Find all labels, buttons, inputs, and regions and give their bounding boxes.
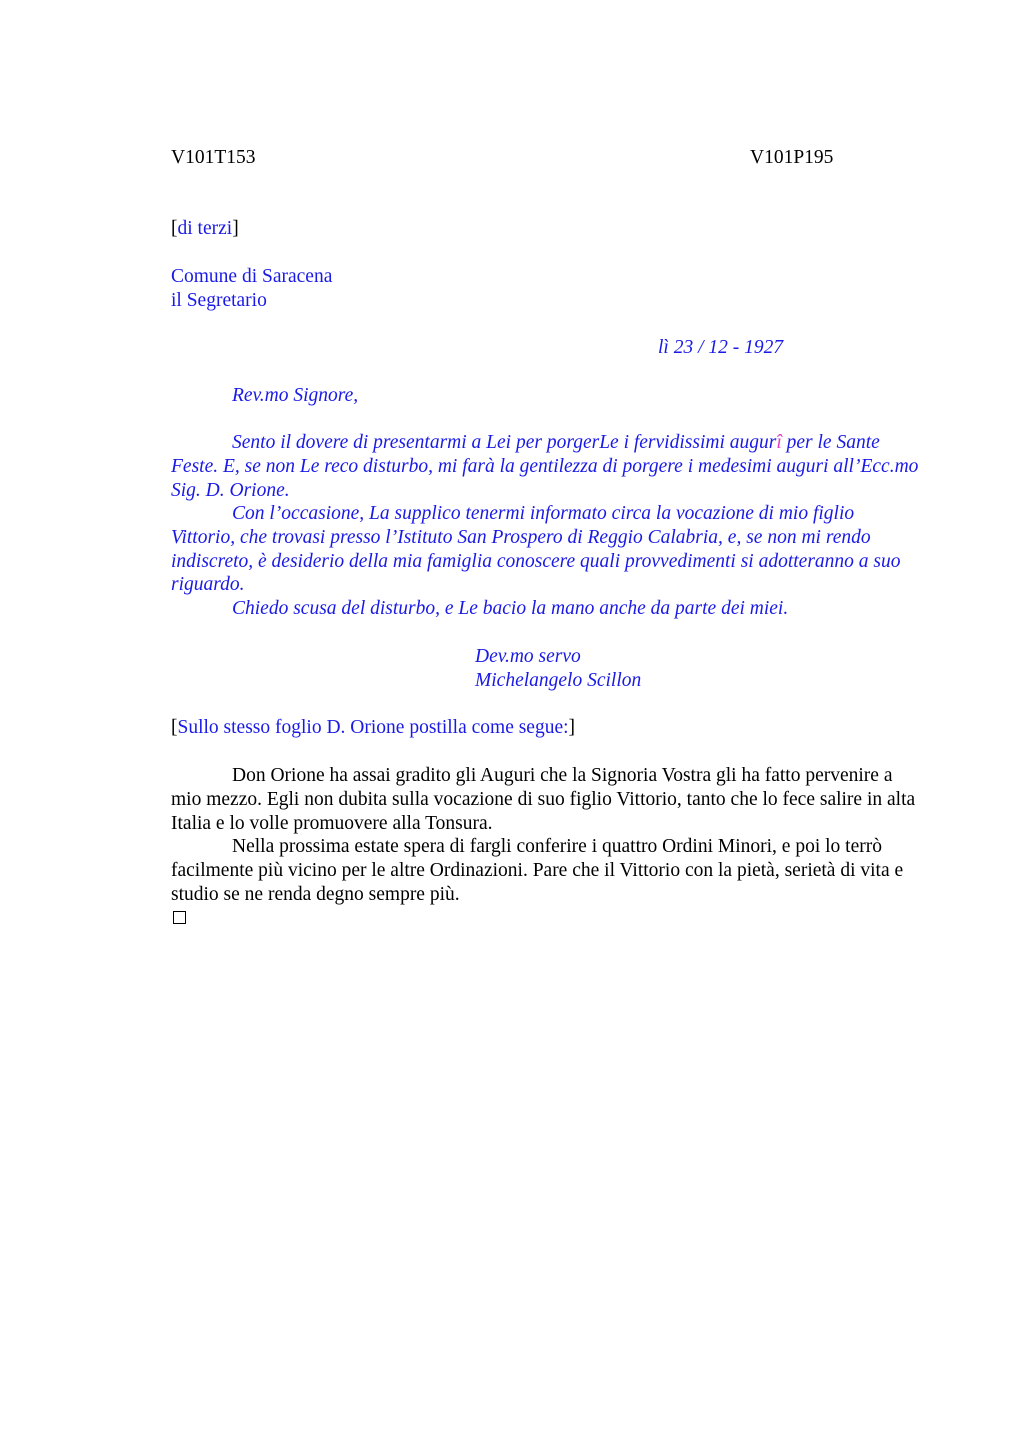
sender-line-1: Comune di Saracena bbox=[171, 266, 333, 287]
reply-paragraph-2: Nella prossima estate spera di fargli conferire i quattro Ordini Minori, e poi lo terrò facilmente più vicino per le altre Ordinazioni. Pare che il Vittorio con la pietà, serietà di vita e studio se ne renda degno sempre più. bbox=[171, 836, 904, 905]
note-di-terzi bbox=[171, 217, 239, 241]
letter-paragraph-1 bbox=[171, 431, 923, 502]
note-text: Sullo stesso foglio D. Orione postilla come segue: bbox=[177, 717, 569, 738]
paragraph-1-text-a: Sento il dovere di presentarmi a Lei per porgerLe i fervidissimi augur bbox=[232, 432, 777, 453]
bracket-close: ] bbox=[568, 717, 576, 738]
letter-paragraph-3: Chiedo scusa del disturbo, e Le bacio la mano anche da parte dei miei. bbox=[232, 598, 789, 619]
paragraph-1-text-b: per le Sante Feste. E, se non Le reco disturbo, mi farà la gentilezza di porgere i medesimi auguri all’Ecc.mo Sig. D. Orione. bbox=[171, 432, 919, 501]
signature: Michelangelo Scillon bbox=[475, 670, 642, 691]
sender-line-2: il Segretario bbox=[171, 290, 267, 311]
bracket-close: ] bbox=[232, 218, 239, 239]
document-code-right: V101P195 bbox=[750, 147, 834, 168]
closing-line-1: Dev.mo servo bbox=[475, 646, 581, 667]
salutation: Rev.mo Signore, bbox=[232, 385, 359, 406]
letter-paragraph-2: Con l’occasione, La supplico tenermi informato circa la vocazione di mio figlio Vittorio, che trovasi presso l’Istituto San Prospero di Reggio Calabria, e, se non mi rendo indiscreto, è desiderio della mia famiglia conoscere quali provvedimenti si adotteranno a suo riguardo. bbox=[171, 503, 901, 596]
end-marker-square bbox=[173, 911, 186, 924]
bracket-open: [ bbox=[171, 218, 178, 239]
document-code-left: V101T153 bbox=[171, 147, 256, 168]
paragraph-1-accent: î bbox=[776, 432, 782, 453]
letter-date: lì 23 / 12 - 1927 bbox=[658, 337, 784, 358]
note-text: di terzi bbox=[177, 218, 233, 239]
reply-paragraph-1: Don Orione ha assai gradito gli Auguri che la Signoria Vostra gli ha fatto pervenire a mio mezzo. Egli non dubita sulla vocazione di suo figlio Vittorio, tanto che lo fece salire in alta Italia e lo volle promuovere alla Tonsura. bbox=[171, 765, 916, 834]
note-postilla bbox=[171, 716, 575, 740]
bracket-open: [ bbox=[171, 717, 178, 738]
